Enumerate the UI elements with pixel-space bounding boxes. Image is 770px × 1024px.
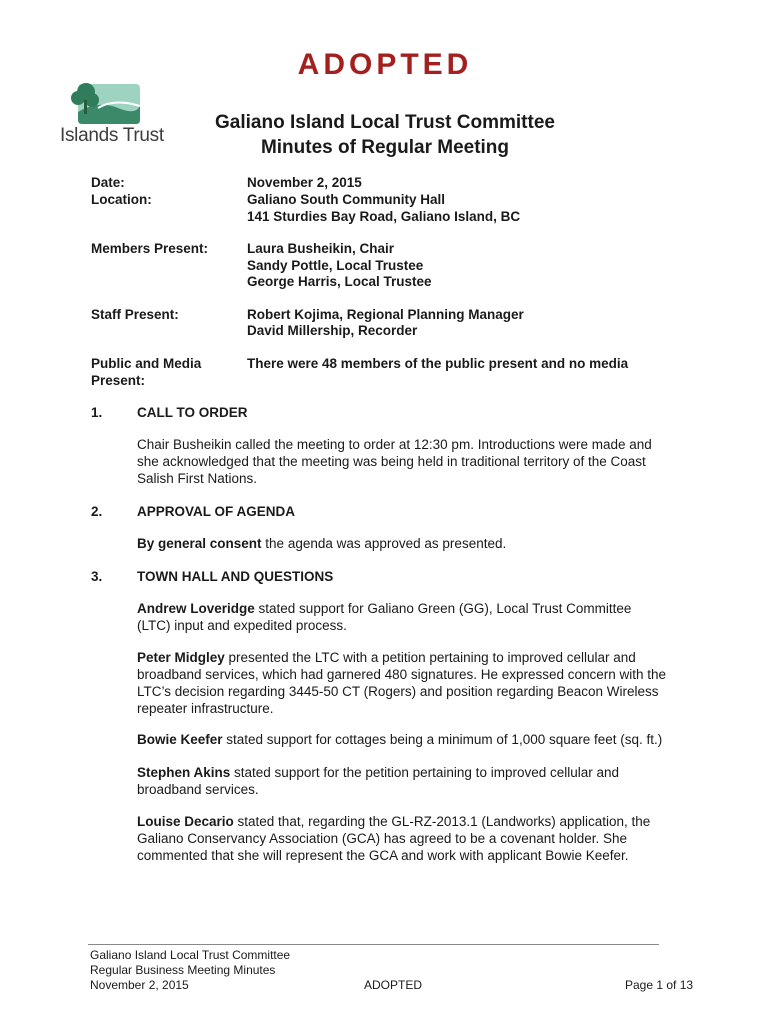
body-line: she acknowledged that the meeting was being held in traditional territory of the Coast: [137, 454, 646, 469]
body-line: LTC’s decision regarding 3445-50 CT (Rogers) and position regarding Beacon Wireless: [137, 684, 659, 699]
staff-item: Robert Kojima, Regional Planning Manager: [247, 307, 524, 322]
date-value: November 2, 2015: [247, 175, 362, 190]
staff-label: Staff Present:: [91, 307, 179, 322]
member-item: Sandy Pottle, Local Trustee: [247, 258, 424, 273]
public-label-2: Present:: [91, 373, 146, 388]
section-3-heading: TOWN HALL AND QUESTIONS: [137, 569, 334, 584]
body-line: stated support for Galiano Green (GG), Local Trust Committee: [254, 601, 632, 616]
speaker-paragraph: [137, 649, 682, 717]
title-line-2: Minutes of Regular Meeting: [260, 137, 510, 158]
speaker-name: Peter Midgley: [137, 650, 225, 665]
body-line: (LTC) input and expedited process.: [137, 618, 347, 633]
member-item: George Harris, Local Trustee: [247, 274, 432, 289]
body-line: stated that, regarding the GL-RZ-2013.1 (Landworks) application, the: [233, 814, 651, 829]
title-line-1: Galiano Island Local Trust Committee: [215, 112, 555, 133]
footer-left: [90, 948, 290, 993]
section-3-number: 3.: [91, 569, 103, 584]
logo-wordmark: Islands Trust: [60, 125, 164, 146]
public-value: There were 48 members of the public present and no media: [247, 356, 629, 371]
footer-divider: [88, 944, 659, 945]
location-line-2: 141 Sturdies Bay Road, Galiano Island, BC: [247, 209, 521, 224]
date-label: Date:: [91, 175, 125, 190]
body-line: commented that she will represent the GCA and work with applicant Bowie Keefer.: [137, 848, 629, 863]
section-1-number: 1.: [91, 405, 103, 420]
section-2-heading: APPROVAL OF AGENDA: [137, 504, 296, 519]
speaker-name: Andrew Loveridge: [137, 601, 255, 616]
staff-item: David Millership, Recorder: [247, 323, 418, 338]
speaker-name: Stephen Akins: [137, 765, 231, 780]
document-title: [180, 110, 590, 160]
body-line: presented the LTC with a petition pertaining to improved cellular and: [224, 650, 636, 665]
body-line: stated support for cottages being a minimum of 1,000 square feet (sq. ft.): [222, 732, 663, 747]
public-label-1: Public and Media: [91, 356, 202, 371]
body-line: stated support for the petition pertaining to improved cellular and: [230, 765, 620, 780]
body-line: broadband services.: [137, 782, 259, 797]
footer-line: Galiano Island Local Trust Committee: [90, 948, 291, 962]
members-label: Members Present:: [91, 241, 209, 256]
speaker-paragraph: [137, 813, 682, 864]
body-line: broadband services, which had garnered 480 signatures. He expressed concern with the: [137, 667, 667, 682]
location-line-1: Galiano South Community Hall: [247, 192, 446, 207]
section-1-heading: CALL TO ORDER: [137, 405, 248, 420]
footer-status: ADOPTED: [364, 978, 423, 992]
section-2-number: 2.: [91, 504, 103, 519]
speaker-name: Louise Decario: [137, 814, 234, 829]
page-number: Page 1 of 13: [625, 978, 694, 992]
section-1-body: [137, 436, 682, 487]
speaker-paragraph: [137, 764, 682, 798]
location-label: Location:: [91, 192, 152, 207]
speaker-paragraph: [137, 731, 682, 748]
footer-line: November 2, 2015: [90, 978, 189, 992]
consent-bold: By general consent: [137, 536, 262, 551]
body-line: Salish First Nations.: [137, 471, 258, 486]
speaker-name: Bowie Keefer: [137, 732, 223, 747]
speaker-paragraph: [137, 600, 682, 634]
footer-line: Regular Business Meeting Minutes: [90, 963, 276, 977]
body-line: repeater infrastructure.: [137, 701, 274, 716]
body-line: Chair Busheikin called the meeting to order at 12:30 pm. Introductions were made and: [137, 437, 652, 452]
adopted-stamp: ADOPTED: [297, 48, 473, 81]
section-2-body: [137, 535, 682, 552]
member-item: Laura Busheikin, Chair: [247, 241, 395, 256]
consent-text: the agenda was approved as presented.: [261, 536, 507, 551]
body-line: Galiano Conservancy Association (GCA) has agreed to be a covenant holder. She: [137, 831, 628, 846]
